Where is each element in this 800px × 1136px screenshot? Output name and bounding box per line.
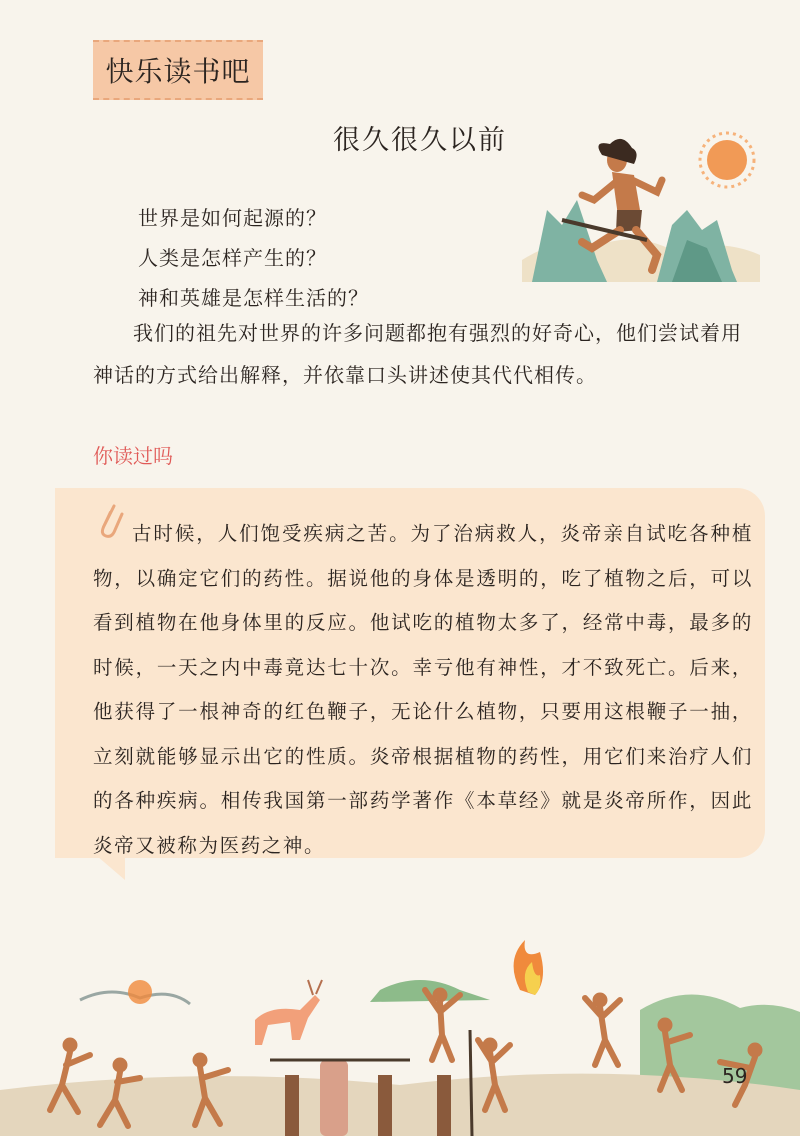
question-item: 人类是怎样产生的？	[138, 246, 327, 270]
page-number: 59	[722, 1064, 748, 1088]
ancient-people-illustration	[0, 900, 800, 1136]
section-label	[93, 40, 263, 100]
question-item: 世界是如何起源的？	[138, 206, 327, 230]
story-paragraph: 古时候，人们饱受疾病之苦。为了治病救人，炎帝亲自试吃各种植物，以确定它们的药性。据说他的身体是透明的，吃了植物之后，可以看到植物在他身体里的反应。他试吃的植物太多了，经常中毒，最多的时候，一天之内中毒竟达七十次。幸亏他有神性，才不致死亡。后来，他获得了一根神奇的红色鞭子，无论什么植物，只要用这根鞭子一抽，立刻就能够显示出它的性质。炎帝根据植物的药性，用它们来治疗人们的各种疾病。相传我国第一部药学著作《本草经》就是炎帝所作，因此炎帝又被称为医药之神。	[93, 522, 753, 857]
page-title: 很久很久以前	[333, 125, 507, 156]
question-list	[138, 198, 369, 318]
intro-paragraph: 我们的祖先对世界的许多问题都抱有强烈的好奇心，他们尝试着用神话的方式给出解释，并依靠口头讲述使其代代相传。	[93, 321, 742, 387]
running-man-illustration	[522, 130, 760, 282]
question-item: 神和英雄是怎样生活的？	[138, 286, 369, 310]
subheading: 你读过吗	[93, 444, 173, 468]
sun-icon	[707, 140, 747, 180]
section-label-text: 快乐读书吧	[105, 55, 251, 88]
